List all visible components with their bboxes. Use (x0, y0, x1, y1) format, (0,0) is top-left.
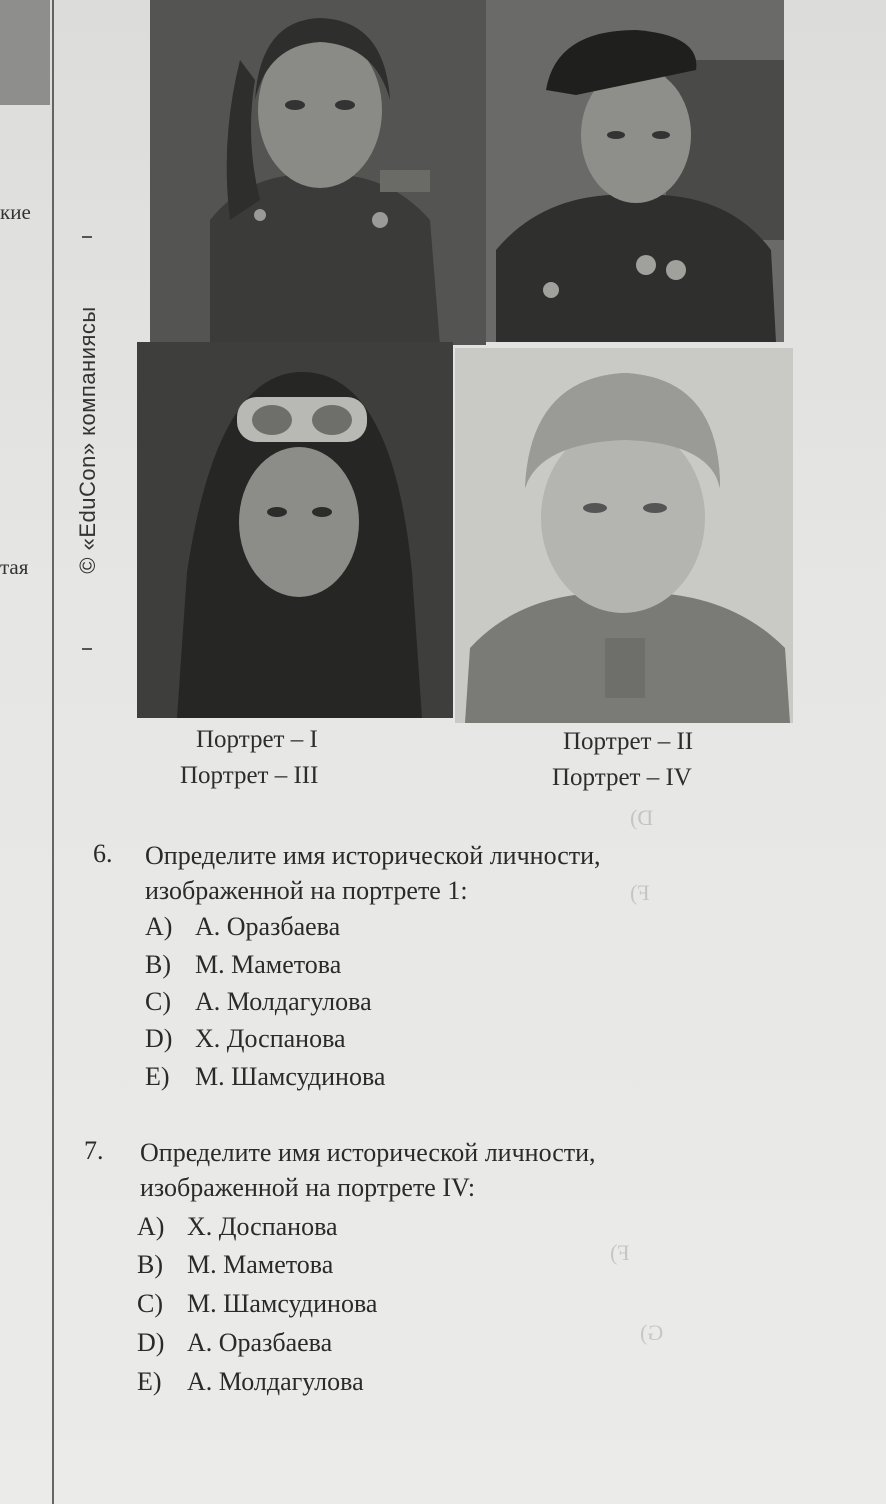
question-7-option-a: A) Х. Доспанова (137, 1212, 338, 1241)
question-6-line-1: Определите имя исторической личности, (145, 841, 601, 870)
question-6-option-d: D) Х. Доспанова (145, 1024, 346, 1053)
bleed-through-text: F) (610, 1240, 630, 1265)
question-7-option-d: D) А. Оразбаева (137, 1328, 333, 1357)
portrait-3-photo (137, 342, 453, 718)
margin-fragment: кие (0, 200, 31, 224)
question-6-option-a: A) А. Оразбаева (145, 912, 341, 941)
publisher-watermark: © «EduCon» компаниясы (75, 306, 100, 574)
watermark-rule-top (82, 236, 92, 238)
question-7-line-1: Определите имя исторической личности, (140, 1138, 596, 1167)
question-7-option-e: E) А. Молдагулова (137, 1367, 364, 1396)
question-7-option-c: C) М. Шамсудинова (137, 1289, 378, 1318)
watermark-rule-bottom (82, 648, 92, 650)
portrait-3-caption: Портрет – III (180, 762, 319, 789)
question-6-text (145, 838, 601, 908)
question-6-line-2: изображенной на портрете 1: (145, 876, 468, 905)
question-6-number: 6. (93, 839, 113, 868)
bleed-through-text: F) (630, 880, 650, 905)
margin-fragment: тая (0, 555, 29, 579)
question-7-text (140, 1135, 596, 1205)
bleed-through-text: G) (640, 1320, 664, 1345)
question-7-option-b: B) М. Маметова (137, 1250, 334, 1279)
question-7-number: 7. (84, 1136, 104, 1165)
margin-rule (52, 0, 54, 1504)
portrait-1-photo (150, 0, 486, 345)
portrait-2-caption: Портрет – II (563, 728, 694, 755)
portrait-2-photo (486, 0, 784, 342)
question-6-option-e: E) М. Шамсудинова (145, 1062, 386, 1091)
question-6-option-b: B) М. Маметова (145, 950, 342, 979)
bleed-through-text: D) (630, 805, 654, 830)
portrait-1-caption: Портрет – I (196, 726, 318, 753)
portrait-4-drawing (455, 348, 793, 723)
question-7-line-2: изображенной на портрете IV: (140, 1173, 476, 1202)
portrait-4-caption: Портрет – IV (552, 764, 692, 791)
adjacent-page-image (0, 0, 50, 105)
question-6-option-c: C) А. Молдагулова (145, 987, 372, 1016)
